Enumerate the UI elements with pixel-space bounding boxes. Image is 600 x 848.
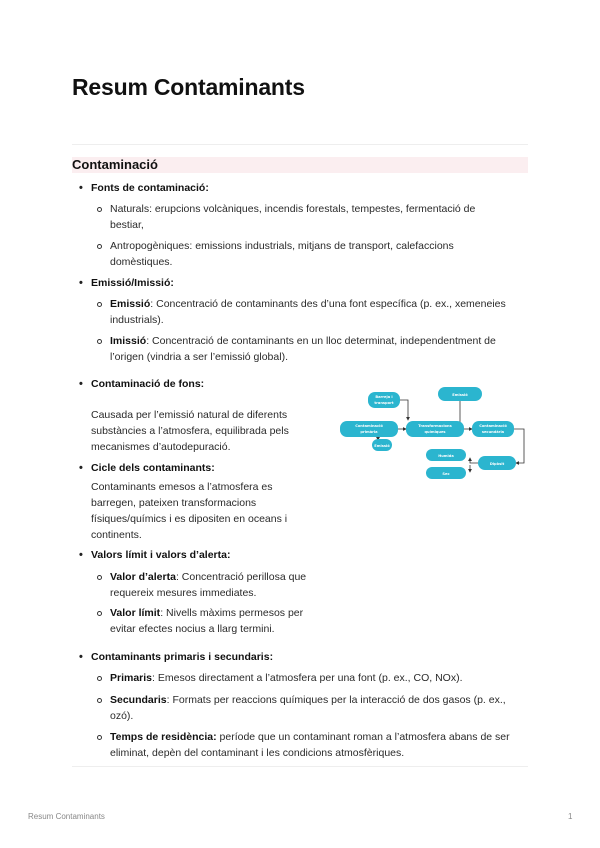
node-emissio-small [372, 439, 392, 451]
node-diposicio [478, 456, 516, 470]
node-contaminacio-secundaria [472, 421, 514, 437]
sub-bullet-emissio: Emissió: Concentració de contaminants des d’una font específica (p. ex., xemeneies industrials). [110, 296, 522, 328]
node-secundaria-label-2: secundària [481, 430, 505, 434]
node-sec-label: Sec [442, 472, 450, 476]
node-humida [426, 449, 466, 461]
sub-bullet-antropogeniques: Antropogèniques: emissions industrials, mitjans de transport, calefaccions domèstiques. [110, 238, 480, 270]
sub-bullet-imissio: Imissió: Concentració de contaminants en un lloc determinat, independentment de l’origen (vindria a ser l’emissió global). [110, 333, 522, 365]
bullet-emissio-imissio: • Emissió/Imissió: [91, 275, 174, 291]
title-divider [72, 144, 528, 145]
section-title: Contaminació [72, 157, 158, 172]
node-diposicio-label: Dipòsit [489, 462, 505, 466]
node-barreja-label: Barreja i [375, 395, 393, 399]
node-sec [426, 467, 466, 479]
footer-title: Resum Contaminants [28, 812, 105, 821]
node-emissio-small-label: Emissió [374, 444, 390, 448]
node-emissio [438, 387, 482, 401]
sub-bullet-valor-alerta: Valor d’alerta: Concentració perillosa que requereix mesures immediates. [110, 569, 340, 601]
node-primaria-label: Contaminació [355, 424, 383, 428]
node-contaminacio-primaria [340, 421, 398, 437]
page-title: Resum Contaminants [72, 74, 305, 100]
sub-bullet-naturals: Naturals: erupcions volcàniques, incendis forestals, tempestes, fermentació de bestiar, [110, 201, 506, 233]
sub-bullet-valor-limit: Valor límit: Nivells màxims permesos per evitar efectes nocius a llarg termini. [110, 605, 330, 637]
sub-bullet-temps-residencia: Temps de residència: període que un contaminant roman a l’atmosfera abans de ser eliminat, depèn del contaminant i les condicions atmosfèriques. [110, 729, 522, 761]
node-emissio-label: Emissió [452, 393, 468, 397]
bottom-divider [72, 766, 528, 767]
sub-bullet-secundaris: Secundaris: Formats per reaccions químiques per la interacció de dos gasos (p. ex., ozó). [110, 692, 520, 724]
bullet-fons: • Contaminació de fons: [91, 376, 204, 392]
footer-page-number: 1 [568, 812, 573, 821]
node-transformacions [406, 421, 464, 437]
node-primaria-label-2: primària [360, 430, 378, 434]
node-secundaria-label: Contaminació [479, 424, 507, 428]
fons-text: Causada per l’emissió natural de diferents substàncies a l’atmosfera, equilibrada pels mecanismes d’autodepuració. [91, 409, 289, 453]
node-transformacions-label-2: químiques [424, 430, 446, 434]
node-transformacions-label: Transformacions [418, 424, 452, 428]
cicle-text: Contaminants emesos a l’atmosfera es barregen, pateixen transformacions físiques/químics i es dipositen en oceans i continents. [91, 481, 288, 541]
bullet-primaris-secundaris: • Contaminants primaris i secundaris: [91, 649, 273, 665]
bullet-valors: • Valors límit i valors d’alerta: [91, 547, 230, 563]
bullet-cicle: • Cicle dels contaminants: [91, 460, 215, 476]
node-humida-label: Humida [438, 454, 454, 458]
bullet-fonts: • Fonts de contaminació: [91, 180, 209, 196]
pollutant-cycle-diagram [338, 385, 532, 485]
node-barreja [368, 392, 400, 408]
node-barreja-label-2: transport [374, 401, 394, 405]
sub-bullet-primaris: Primaris: Emesos directament a l’atmosfera per una font (p. ex., CO, NOx). [110, 670, 520, 686]
